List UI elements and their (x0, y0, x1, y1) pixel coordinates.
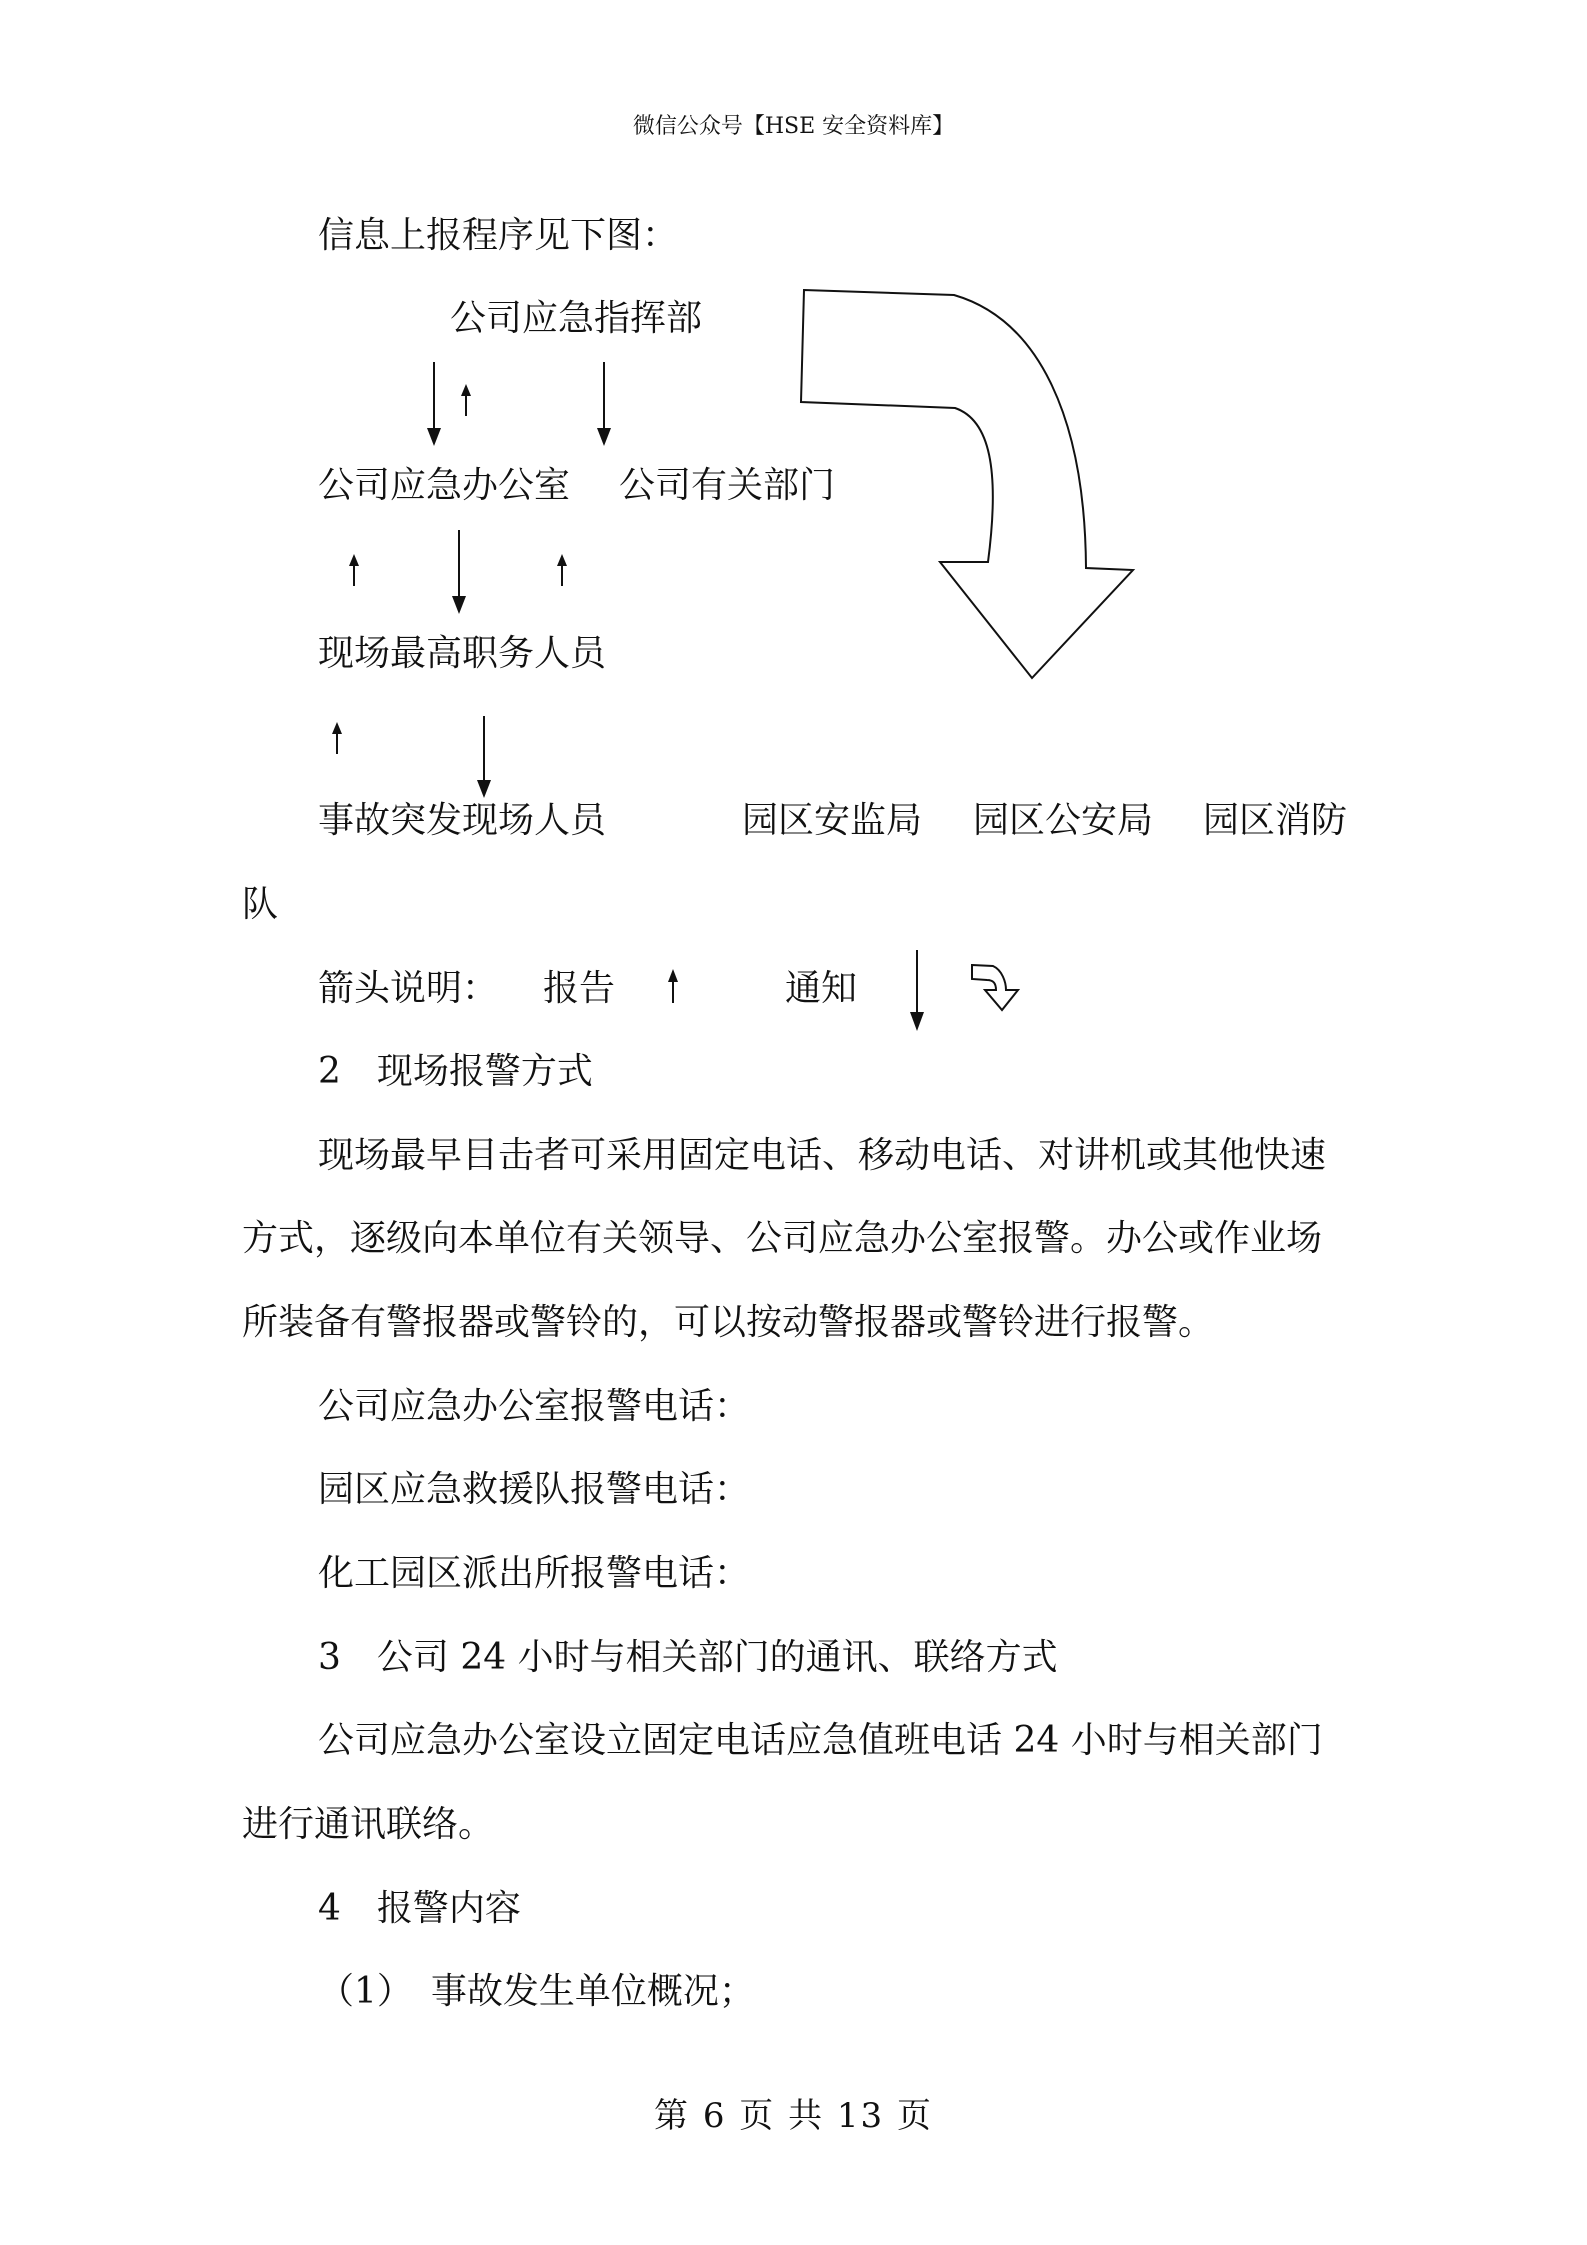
node-police-bureau: 园区公安局 (973, 800, 1154, 841)
legend-notify-label: 通知 (785, 968, 858, 1009)
section4-item1: （1） 事故发生单位概况； (318, 1971, 755, 2012)
section3-para-line2: 进行通讯联络。 (242, 1804, 495, 1845)
node-onsite-staff: 事故突发现场人员 (318, 800, 607, 841)
node-office: 公司应急办公室 (318, 465, 571, 506)
node-fire-brigade: 园区消防 (1203, 800, 1348, 841)
report-arrow-staff-to-lead (332, 722, 342, 754)
node-fire-brigade-cont: 队 (242, 884, 279, 925)
section3-heading: 3 公司 24 小时与相关部门的通讯、联络方式 (318, 1637, 1058, 1678)
notify-arrow-lead-to-staff (477, 716, 491, 798)
section3-para-line1: 公司应急办公室设立固定电话应急值班电话 24 小时与相关部门 (318, 1720, 1323, 1761)
notify-arrow-office-to-lead (452, 530, 466, 614)
phone-police: 化工园区派出所报警电话： (318, 1553, 751, 1594)
legend-title: 箭头说明： (318, 968, 499, 1009)
section2-para-line1: 现场最早目击者可采用固定电话、移动电话、对讲机或其他快速 (318, 1135, 1327, 1176)
report-arrow-lead-to-departments (557, 554, 567, 586)
notify-arrow-command-to-departments (597, 362, 611, 446)
intro-text: 信息上报程序见下图： (318, 215, 679, 256)
node-command: 公司应急指挥部 (450, 298, 703, 339)
node-onsite-lead: 现场最高职务人员 (318, 633, 607, 674)
notify-arrow-command-to-office (427, 362, 441, 446)
report-arrow-lead-to-office (349, 554, 359, 586)
legend-report-arrow (668, 969, 678, 1003)
page-header: 微信公众号【HSE 安全资料库】 (632, 114, 955, 139)
section2-heading: 2 现场报警方式 (318, 1051, 593, 1092)
node-departments: 公司有关部门 (619, 465, 836, 506)
curved-notify-arrow (801, 290, 1133, 678)
legend-notify-arrow (910, 950, 924, 1031)
legend-curved-arrow (972, 965, 1018, 1010)
section2-para-line2: 方式，逐级向本单位有关领导、公司应急办公室报警。办公或作业场 (242, 1218, 1323, 1259)
section2-para-line3: 所装备有警报器或警铃的，可以按动警报器或警铃进行报警。 (242, 1302, 1215, 1343)
phone-rescue: 园区应急救援队报警电话： (318, 1469, 751, 1510)
page-footer: 第 6 页 共 13 页 (654, 2096, 933, 2136)
node-safety-bureau: 园区安监局 (742, 800, 923, 841)
legend-report-label: 报告 (543, 968, 616, 1009)
phone-office: 公司应急办公室报警电话： (318, 1386, 751, 1427)
section4-heading: 4 报警内容 (318, 1888, 521, 1929)
report-arrow-office-to-command (461, 384, 471, 416)
